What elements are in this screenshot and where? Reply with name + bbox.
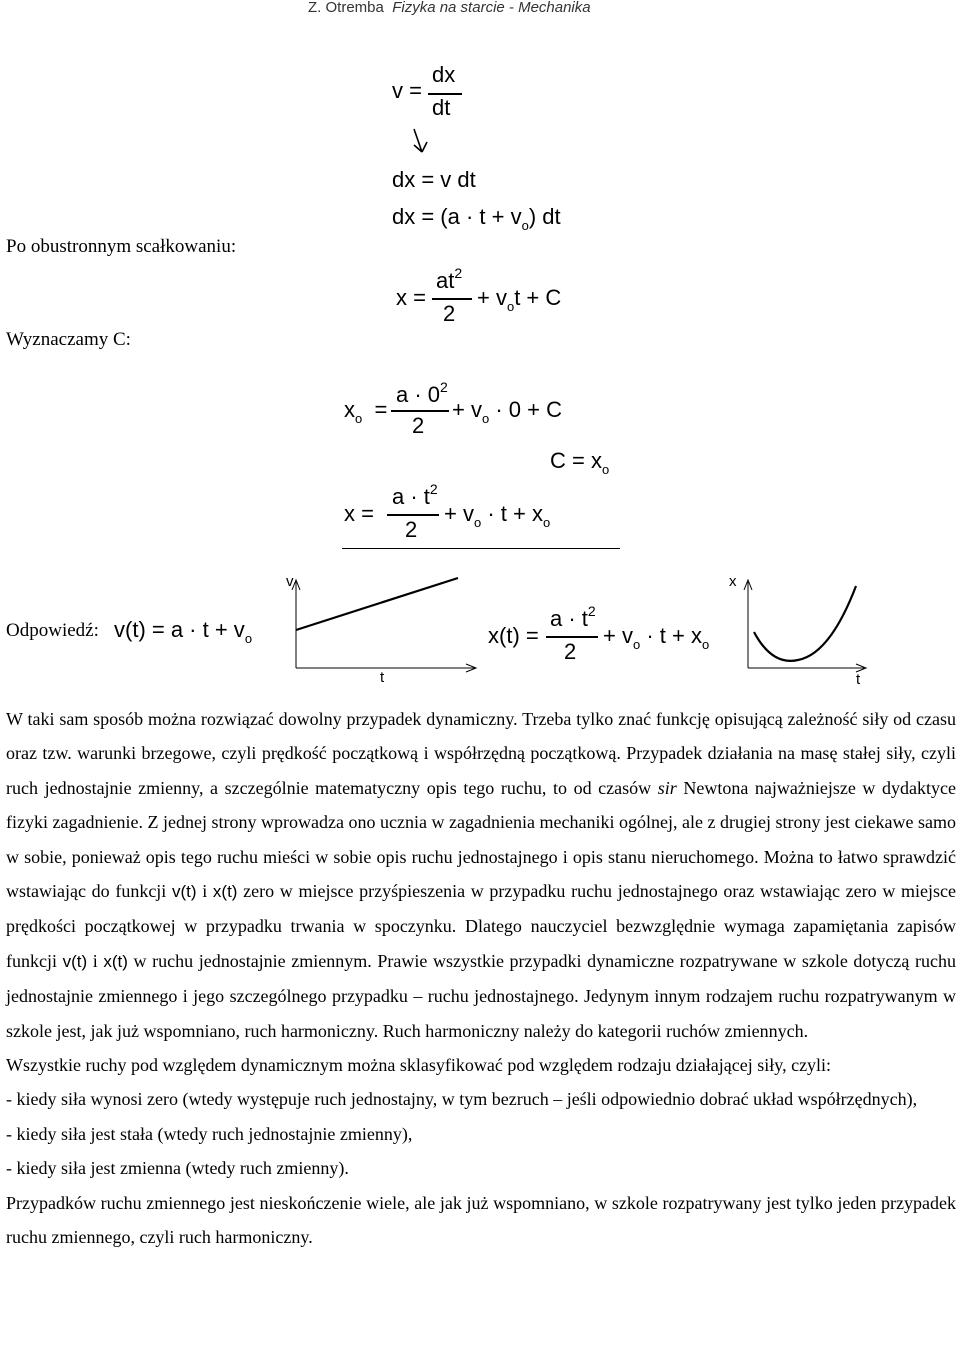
fraction-bar (546, 636, 598, 638)
eq-x-final-rest: + $v_o \cdot t + x_o$ (444, 501, 551, 530)
down-arrow-icon (410, 128, 430, 156)
answer-x-rest: + $v_o \cdot t + x_o$ (603, 623, 710, 652)
page-header (308, 0, 591, 16)
separator-line (342, 548, 620, 549)
velocity-graph (282, 574, 482, 674)
body-text (6, 702, 956, 1255)
eq-dx-expanded: dx = $(a \cdot t + v_o)$ dt (392, 204, 561, 233)
header-title: Fizyka na starcie - Mechanika (392, 0, 591, 16)
eq-x0-den: 2 (412, 413, 425, 438)
position-graph-xlabel: t (856, 671, 861, 688)
label-determine-c: Wyznaczamy C: (6, 329, 131, 350)
answer-v-equation: $v(t) = a \cdot t + v_o$ (114, 617, 253, 646)
velocity-graph-xlabel: t (380, 669, 385, 686)
eq-velocity-den: dt (432, 95, 451, 120)
eq-x0-rest: + $v_o \cdot 0 + C$ (452, 397, 562, 426)
paragraph-1: W taki sam sposób można rozwiązać dowolny przypadek dynamiczny. Trzeba tylko znać funkcję opisującą zależność siły od czasu oraz tzw. warunki brzegowe, czyli prędkość początkową i współrzędną początkową. Przypadek działania na masę stałej siły, czyli ruch jednostajnie zmienny, a szczególnie matematyczny opis tego ruchu, to od czasów sir Newtona najważniejsze w dydaktyce fizyki zagadnienie. Z jednej strony wprowadza ono ucznia w zagadnienia mechaniki ogólnej, ale z drugiej strony jest ciekawe samo w sobie, ponieważ opis tego ruchu mieści w sobie opis ruchu jednostajnego i opis stanu nieruchomego. Można to łatwo sprawdzić wstawiając do funkcji v(t) i x(t) zero w miejsce przyśpieszenia w przypadku ruchu jednostajnego oraz wstawiając zero w miejsce prędkości początkowej w przypadku trwania w spoczynku. Dlatego nauczyciel bezwzględnie wymaga zapamiętania zapisów funkcji v(t) i x(t) w ruchu jednostajnie zmiennym. Prawie wszystkie przypadki dynamiczne rozpatrywane w szkole dotyczą ruchu jednostajnie zmiennego i jego szczególnego przypadku – ruchu jednostajnego. Jedynym innym rodzajem ruchu rozpatrywanym w szkole jest, jak już wspomniano, ruch harmoniczny. Ruch harmoniczny należy do kategorii ruchów zmiennych. (6, 709, 956, 1041)
eq-x-general-num: $at^2$ (436, 265, 463, 293)
position-graph-ylabel: x (729, 573, 737, 590)
list-item: - kiedy siła jest zmienna (wtedy ruch zmienny). (6, 1158, 349, 1179)
eq-x-final-lhs: x = (344, 501, 374, 526)
answer-label: Odpowiedź: (6, 620, 99, 641)
eq-x-final-num: $a \cdot t^2$ (392, 481, 438, 509)
eq-x-general-lhs: x = (396, 285, 426, 310)
eq-x-general-den: 2 (443, 301, 456, 326)
eq-velocity-lhs: v = (392, 78, 422, 103)
fraction-bar (387, 514, 439, 516)
eq-x0-lhs: $x_o$ = (344, 397, 388, 426)
eq-dx-v-dt: dx = v dt (392, 167, 476, 192)
fraction-bar (391, 410, 449, 412)
position-graph (732, 574, 872, 674)
header-author: Z. Otremba (308, 0, 384, 16)
eq-c-equals-x0: $C = x_o$ (550, 448, 610, 477)
answer-x-num: $a \cdot t^2$ (550, 603, 596, 631)
velocity-graph-ylabel: v (286, 573, 294, 590)
answer-x-den: 2 (564, 639, 577, 664)
list-item: - kiedy siła jest stała (wtedy ruch jednostajnie zmienny), (6, 1123, 413, 1144)
answer-x-lhs: x(t) = (488, 623, 539, 648)
eq-x0-num: $a \cdot 0^2$ (396, 379, 448, 407)
fraction-bar (432, 298, 472, 300)
paragraph-3: Przypadków ruchu zmiennego jest nieskończenie wiele, ale jak już wspomniano, w szkole rozpatrywany jest tylko jeden przypadek ruchu zmiennego, czyli ruch harmoniczny. (6, 1192, 956, 1248)
eq-velocity-num: dx (432, 62, 456, 87)
eq-x-final-den: 2 (405, 517, 418, 542)
paragraph-2: Wszystkie ruchy pod względem dynamicznym można sklasyfikować pod względem rodzaju działającej siły, czyli: (6, 1055, 832, 1076)
label-integrate: Po obustronnym scałkowaniu: (6, 236, 237, 257)
list-item: - kiedy siła wynosi zero (wtedy występuje ruch jednostajny, w tym bezruch – jeśli odpowiednio dobrać układ współrzędnych), (6, 1089, 918, 1110)
eq-x-general-rest: + $v_ot + C$ (477, 285, 562, 314)
